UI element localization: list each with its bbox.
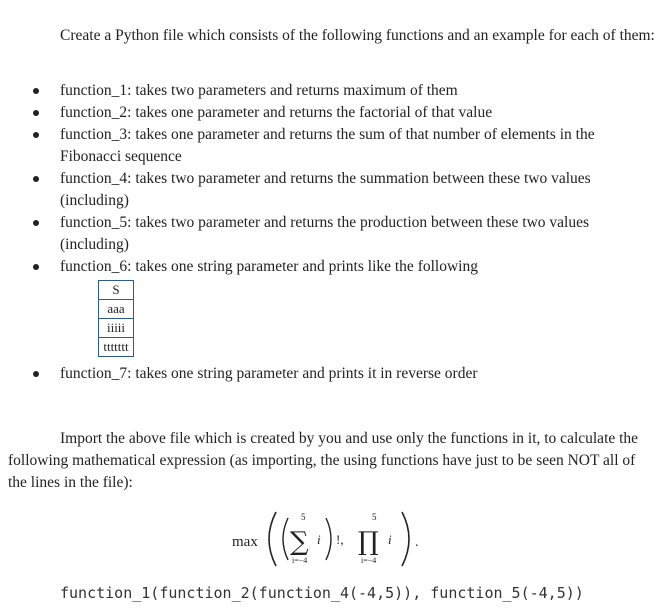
string-pattern-table [98, 280, 134, 357]
bullet-icon [33, 176, 39, 182]
sum-variable: i [317, 532, 321, 547]
bullet-icon [33, 264, 39, 270]
import-paragraph: Import the above file which is created by you and use only the functions in it, to calculate the following mathematical expression (as importing, the using functions have just to be seen NOT all of the lines in the file): [8, 430, 639, 491]
sum-symbol: ∑ [290, 527, 309, 557]
pattern-cell: ttttttt [99, 338, 134, 357]
bullet-icon [33, 110, 39, 116]
pattern-cell: aaa [99, 300, 134, 319]
formula-max: max [232, 534, 258, 550]
bullet-icon [33, 132, 39, 138]
list-item-function-4: function_4: takes two parameter and returns the summation between these two values (including) [0, 168, 660, 212]
factorial-comma: !, [336, 532, 344, 547]
list-item-function-5: function_5: takes two parameter and returns the production between these two values (including) [0, 212, 660, 256]
code-expression: function_1(function_2(function_4(-4,5)), function_5(-4,5)) [60, 584, 584, 602]
intro-paragraph: Create a Python file which consists of the following functions and an example for each of them: [60, 27, 655, 44]
formula-end-dot: . [415, 535, 419, 550]
list-item-function-6: function_6: takes one string parameter and prints like the following S aaa iiiii ttttttt [0, 256, 660, 357]
outer-paren-left [269, 512, 276, 566]
list-item-function-7: function_7: takes one string parameter and prints it in reverse order [0, 363, 660, 385]
prod-upper-limit: 5 [372, 512, 377, 522]
sum-lower-limit: i=−4 [292, 556, 308, 565]
outer-paren-right [402, 512, 409, 566]
list-item-function-2: function_2: takes one parameter and returns the factorial of that value [0, 102, 660, 124]
pattern-cell: iiiii [99, 319, 134, 338]
sum-upper-limit: 5 [301, 512, 306, 522]
list-item-function-1: function_1: takes two parameters and returns maximum of them [0, 80, 660, 102]
inner-paren-right [326, 518, 331, 560]
prod-symbol: ∏ [358, 527, 379, 557]
inner-paren-left [283, 518, 288, 560]
bullet-icon [33, 88, 39, 94]
math-formula [232, 508, 432, 570]
list-item-function-3: function_3: takes one parameter and returns the sum of that number of elements in the Fibonacci sequence [0, 124, 660, 168]
function-list [0, 80, 660, 385]
prod-variable: i [388, 532, 392, 547]
prod-lower-limit: i=−4 [361, 556, 377, 565]
pattern-cell: S [99, 281, 134, 300]
bullet-icon [33, 220, 39, 226]
bullet-icon [33, 371, 39, 377]
